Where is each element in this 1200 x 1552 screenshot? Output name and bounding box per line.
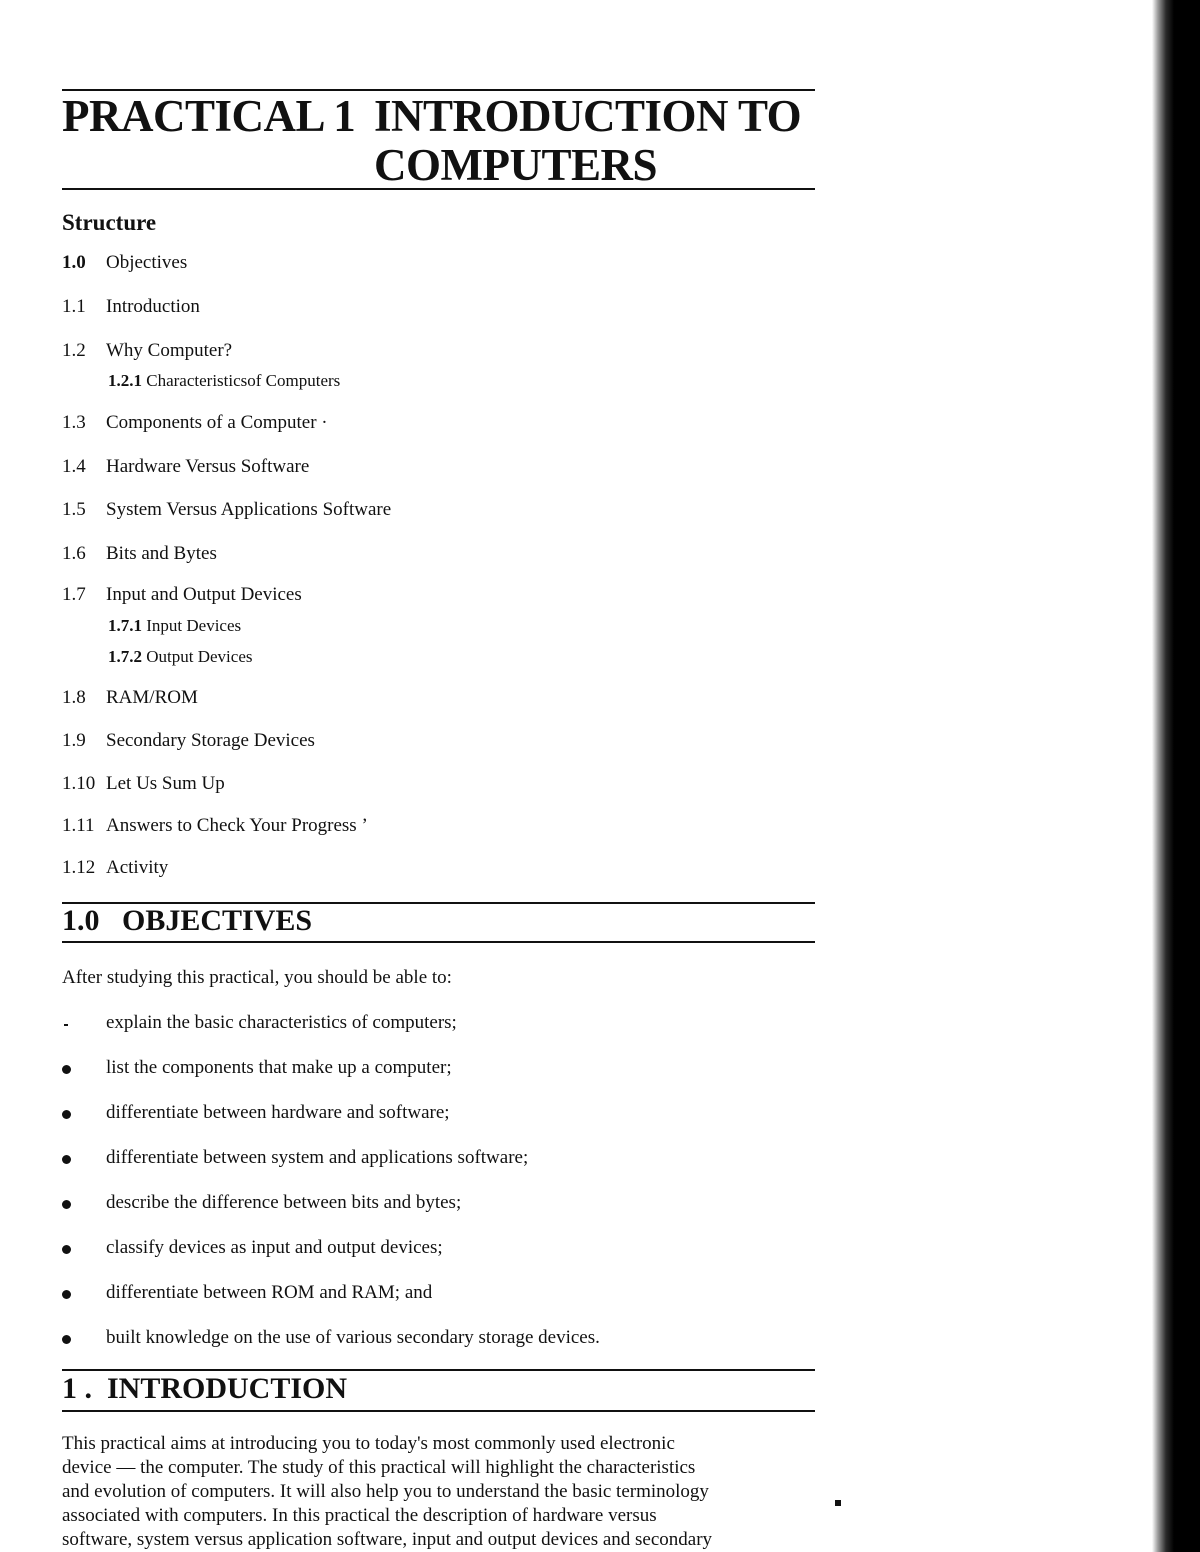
toc-subitem: 1.2.1 Characteristicsof Computers bbox=[108, 371, 341, 390]
introduction-bottom-rule bbox=[62, 1410, 815, 1412]
toc-item: 1.12 Activity bbox=[62, 857, 169, 878]
introduction-heading: 1 . INTRODUCTION bbox=[62, 1372, 348, 1405]
scan-speck bbox=[835, 1500, 841, 1506]
introduction-top-rule bbox=[62, 1369, 815, 1371]
toc-item: 1.11 Answers to Check Your Progress ’ bbox=[62, 815, 368, 836]
bullet bbox=[62, 1110, 71, 1119]
structure-heading: Structure bbox=[62, 210, 157, 235]
practical-title-line-2: COMPUTERS bbox=[374, 140, 658, 190]
toc-item: 1.3 Components of a Computer · bbox=[62, 412, 328, 433]
toc-item: 1.2 Why Computer? bbox=[62, 340, 233, 361]
bullet bbox=[62, 1155, 71, 1164]
toc-subitem: 1.7.1 Input Devices bbox=[108, 616, 242, 635]
objectives-intro: After studying this practical, you should be able to: bbox=[62, 967, 452, 988]
bullet bbox=[62, 1245, 71, 1254]
objectives-heading: 1.0 OBJECTIVES bbox=[62, 904, 313, 937]
toc-item: 1.0 Objectives bbox=[62, 252, 188, 273]
toc-item: 1.5 System Versus Applications Software bbox=[62, 499, 392, 520]
bullet bbox=[64, 1024, 68, 1026]
toc-item: 1.9 Secondary Storage Devices bbox=[62, 730, 315, 751]
document-page: PRACTICAL 1 INTRODUCTION TO COMPUTERS Structure 1.0 Objectives 1.1 Introduction 1.2 Why Computer? 1.2.1 Characteristicsof Computers 1.3 Components of a Computer · 1.4 Hardware Versus Software 1.5 System Versus Applications Software 1.6 Bits and Bytes 1.7 Input and Output Devices 1.7.1 Input Devices 1.7.2 Output Devices 1.8 RAM/ROM 1.9 Secondary Storage Devices 1.10 Let Us Sum Up 1.11 Answers to Check Your Progress ’ 1.12 Activity 1.0 OBJECTIVES After studying this practical, you should be able to: explain the basic characteristics of computers; list the components that make up a computer; differentiate between hardware and software; differentiate between system and applications software; describe the difference between bits and bytes; classify devices as input and output devices; differentiate between ROM and RAM; and built knowledge on the use of various secondary storage devices. 1 . INTRODUCTION This practical aims at introducing you to today's most commonly used electronic device — the computer. The study of this practical will highlight the characteristics and evolution of computers. It will also help you to understand the basic terminology associated with computers. In this practical the description of hardware versus software, system versus application software, input and output devices and secondary bbox=[0, 0, 1200, 1552]
introduction-paragraph: This practical aims at introducing you to today's most commonly used electronic device — the computer. The study of this practical will highlight the characteristics and evolution of computers. It will also help you to understand the basic terminology associated with computers. In this practical the description of hardware versus software, system versus application software, input and output devices and secondary bbox=[62, 1433, 713, 1550]
toc-item: 1.10 Let Us Sum Up bbox=[62, 773, 225, 794]
practical-title-line-1: INTRODUCTION TO bbox=[374, 91, 802, 141]
practical-number: PRACTICAL 1 bbox=[62, 91, 356, 141]
toc-item: 1.1 Introduction bbox=[62, 296, 200, 317]
objectives-bottom-rule bbox=[62, 941, 815, 943]
toc-item: 1.8 RAM/ROM bbox=[62, 687, 198, 708]
practical-title bbox=[62, 92, 822, 190]
toc-item: 1.7 Input and Output Devices bbox=[62, 584, 302, 605]
bullet bbox=[62, 1065, 71, 1074]
scanned-page-edge bbox=[1152, 0, 1200, 1552]
title-bottom-rule bbox=[62, 188, 815, 190]
toc-item: 1.6 Bits and Bytes bbox=[62, 543, 217, 564]
toc-subitem: 1.7.2 Output Devices bbox=[108, 647, 253, 666]
bullet bbox=[62, 1290, 71, 1299]
bullet bbox=[62, 1335, 71, 1344]
bullet bbox=[62, 1200, 71, 1209]
toc-item: 1.4 Hardware Versus Software bbox=[62, 456, 310, 477]
